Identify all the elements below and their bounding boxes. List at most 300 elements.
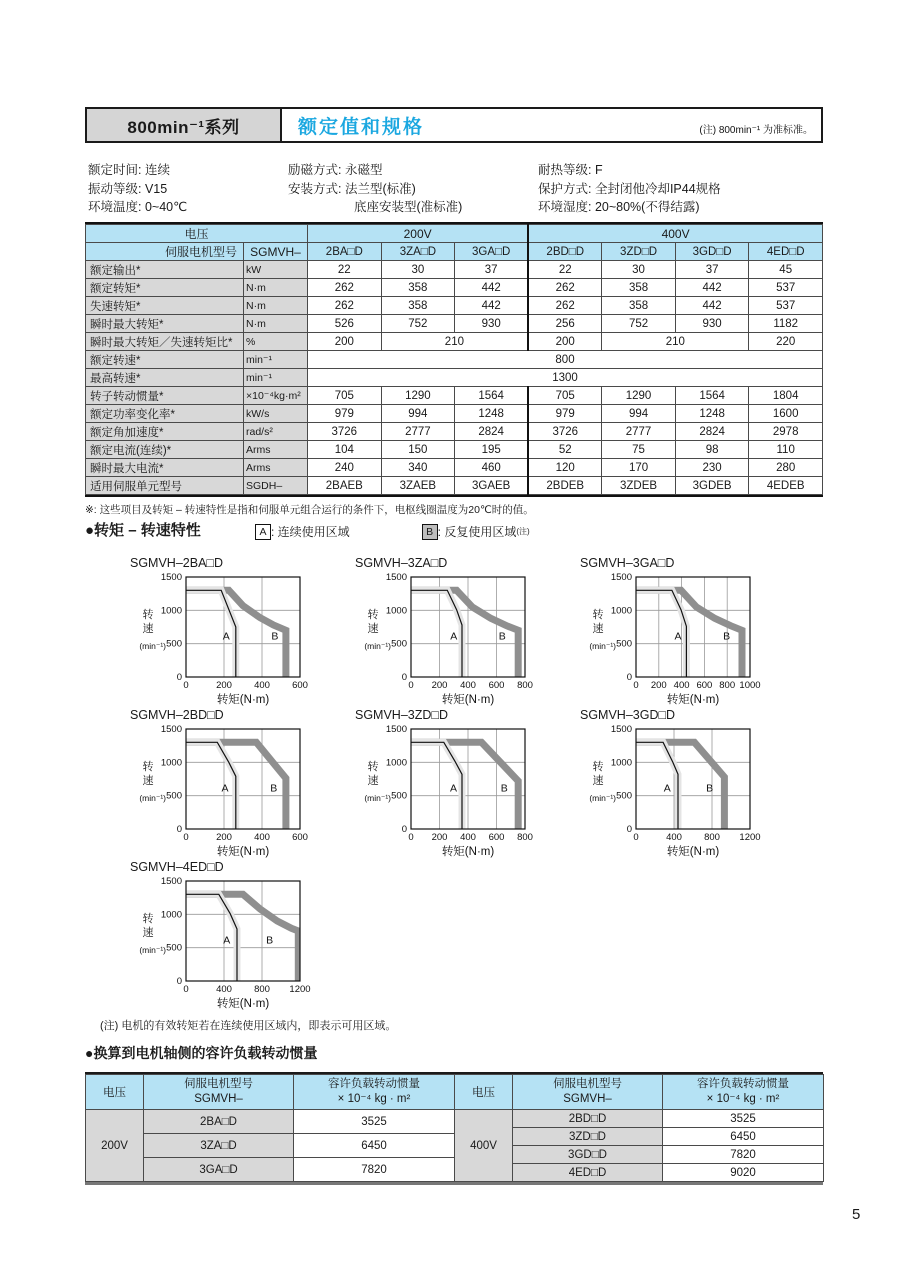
spec-row-label: 瞬时最大转矩* (86, 315, 244, 333)
torque-speed-chart (353, 708, 545, 859)
spec-value-cell: 120 (528, 459, 602, 477)
spec-table-row (86, 387, 823, 405)
spec-value-cell: 358 (381, 279, 455, 297)
spec-value-cell: 340 (381, 459, 455, 477)
svg-text:1500: 1500 (610, 572, 632, 583)
spec-value-cell: 358 (602, 297, 676, 315)
spec-value-cell: 240 (308, 459, 382, 477)
legend-a-label: : 连续使用区域 (271, 525, 350, 539)
svg-text:(min⁻¹): (min⁻¹) (139, 641, 166, 651)
svg-text:1000: 1000 (160, 909, 182, 921)
svg-text:200: 200 (431, 680, 448, 691)
svg-text:转矩(N·m): 转矩(N·m) (441, 694, 495, 706)
svg-text:A: A (222, 630, 230, 643)
voltage-header: 电压 (86, 1075, 144, 1110)
model-column-header: 3ZD□D (602, 243, 676, 261)
spec-value-cell: 1600 (749, 405, 823, 423)
svg-text:速: 速 (592, 623, 604, 635)
spec-value-cell: 442 (675, 297, 749, 315)
svg-text:速: 速 (142, 927, 154, 939)
spec-value-cell: 98 (675, 441, 749, 459)
chart-title: SGMVH–3GA□D (580, 556, 675, 570)
spec-value-cell: 262 (528, 297, 602, 315)
spec-value-cell: 2824 (675, 423, 749, 441)
model-cell: 3ZA□D (144, 1134, 294, 1158)
spec-value-cell: 256 (528, 315, 602, 333)
svg-text:400: 400 (460, 832, 476, 843)
torque-speed-chart (128, 708, 320, 859)
chart-title: SGMVH–4ED□D (130, 860, 224, 874)
spec-value-cell: 1564 (675, 387, 749, 405)
spec-row-unit: ×10⁻⁴kg·m² (244, 387, 308, 405)
info-line: 耐热等级: F (538, 163, 603, 177)
torque-speed-chart (578, 556, 770, 707)
svg-text:1200: 1200 (739, 832, 761, 843)
svg-text:600: 600 (488, 832, 505, 843)
spec-row-label: 瞬时最大电流* (86, 459, 244, 477)
spec-row-unit: kW/s (244, 405, 308, 423)
svg-text:转矩(N·m): 转矩(N·m) (666, 694, 720, 706)
spec-table-row (86, 279, 823, 297)
chart-title: SGMVH–2BD□D (130, 708, 224, 722)
spec-row-label: 适用伺服单元型号 (86, 477, 244, 495)
svg-text:B: B (266, 934, 274, 947)
info-column-protection (538, 161, 721, 217)
spec-value-cell: 1182 (749, 315, 823, 333)
svg-text:0: 0 (626, 672, 632, 683)
svg-text:0: 0 (408, 680, 414, 691)
chart-note: (注) 电机的有效转矩若在连续使用区域内，即表示可用区域。 (100, 1020, 397, 1032)
chart-title: SGMVH–2BA□D (130, 556, 223, 570)
spec-row-unit: Arms (244, 441, 308, 459)
torque-speed-chart (128, 860, 320, 1011)
svg-text:1000: 1000 (385, 605, 407, 617)
inertia-row (86, 1110, 455, 1134)
spec-value-cell: 1290 (602, 387, 676, 405)
svg-text:A: A (663, 782, 671, 795)
spec-value-cell: 930 (675, 315, 749, 333)
spec-row-unit: min⁻¹ (244, 351, 308, 369)
svg-text:200: 200 (216, 680, 232, 691)
spec-row-label: 最高转速* (86, 369, 244, 387)
voltage-cell: 400V (455, 1110, 513, 1182)
svg-text:1000: 1000 (610, 605, 632, 617)
chart-plot (128, 571, 320, 707)
svg-text:1500: 1500 (385, 572, 407, 583)
spec-value-cell: 1300 (308, 369, 823, 387)
svg-text:800: 800 (517, 680, 533, 691)
svg-text:1200: 1200 (289, 984, 311, 995)
svg-text:0: 0 (401, 672, 407, 683)
voltage-header-row (86, 225, 823, 243)
svg-text:(min⁻¹): (min⁻¹) (364, 641, 391, 651)
svg-text:转矩(N·m): 转矩(N·m) (216, 998, 270, 1010)
spec-table-row (86, 477, 823, 495)
spec-value-cell: 52 (528, 441, 602, 459)
spec-table-row (86, 297, 823, 315)
page-title: 额定值和规格 (298, 116, 425, 138)
spec-table (85, 224, 823, 495)
svg-text:500: 500 (166, 790, 182, 802)
model-column-header: 2BA□D (308, 243, 382, 261)
svg-text:0: 0 (633, 832, 639, 843)
region-a-marker: A (255, 524, 271, 540)
spec-value-cell: 442 (675, 279, 749, 297)
spec-value-cell: 358 (602, 279, 676, 297)
svg-text:B: B (723, 630, 731, 643)
svg-text:(min⁻¹): (min⁻¹) (589, 793, 616, 803)
spec-row-unit: N·m (244, 297, 308, 315)
svg-text:(min⁻¹): (min⁻¹) (139, 945, 166, 955)
model-cell: 2BA□D (144, 1110, 294, 1134)
voltage-cell: 200V (86, 1110, 144, 1182)
spec-table-row (86, 459, 823, 477)
svg-text:400: 400 (673, 680, 690, 691)
header-note: (注) 800min⁻¹ 为准标准。 (699, 125, 813, 136)
inertia-value-cell: 3525 (294, 1110, 455, 1134)
svg-text:速: 速 (367, 775, 379, 787)
svg-text:转矩(N·m): 转矩(N·m) (216, 694, 270, 706)
model-cell: 4ED□D (513, 1164, 663, 1182)
inertia-row (455, 1110, 824, 1128)
spec-table-row (86, 423, 823, 441)
svg-text:1000: 1000 (385, 757, 407, 769)
svg-text:0: 0 (183, 984, 189, 995)
spec-value-cell: 200 (528, 333, 602, 351)
legend-b-label: : 反复使用区域 (437, 525, 517, 539)
spec-table-row (86, 441, 823, 459)
spec-row-label: 额定电流(连续)* (86, 441, 244, 459)
spec-value-cell: 1804 (749, 387, 823, 405)
svg-text:400: 400 (666, 832, 682, 843)
svg-text:200: 200 (650, 680, 667, 691)
svg-text:400: 400 (254, 832, 270, 843)
model-prefix: SGMVH– (244, 243, 308, 261)
spec-value-cell: 3GAEB (455, 477, 529, 495)
spec-value-cell: 526 (308, 315, 382, 333)
spec-value-cell: 30 (602, 261, 676, 279)
svg-text:500: 500 (616, 790, 632, 802)
svg-text:0: 0 (176, 976, 182, 987)
chart-row-1 (128, 556, 770, 707)
spec-value-cell: 537 (749, 279, 823, 297)
svg-text:200: 200 (431, 832, 448, 843)
svg-text:1000: 1000 (160, 605, 182, 617)
svg-text:转: 转 (142, 609, 154, 621)
spec-value-cell: 3ZDEB (602, 477, 676, 495)
spec-row-label: 瞬时最大转矩／失速转矩比* (86, 333, 244, 351)
info-column-ratings (88, 161, 187, 217)
spec-row-label: 额定角加速度* (86, 423, 244, 441)
spec-row-label: 额定转速* (86, 351, 244, 369)
svg-text:0: 0 (401, 824, 407, 835)
svg-text:500: 500 (166, 638, 182, 650)
svg-text:800: 800 (517, 832, 533, 843)
spec-table-row (86, 333, 823, 351)
spec-value-cell: 200 (308, 333, 382, 351)
svg-text:A: A (450, 630, 458, 643)
chart-row-3 (128, 860, 320, 1011)
spec-row-unit: rad/s² (244, 423, 308, 441)
voltage-header: 电压 (455, 1075, 513, 1110)
page-header (85, 107, 823, 143)
model-cell: 3GD□D (513, 1146, 663, 1164)
torque-speed-chart (578, 708, 770, 859)
page-number: 5 (852, 1206, 861, 1223)
model-header: 伺服电机型号 SGMVH– (144, 1075, 294, 1110)
spec-value-cell: 45 (749, 261, 823, 279)
spec-value-cell: 752 (381, 315, 455, 333)
spec-value-cell: 262 (308, 297, 382, 315)
model-cell: 3ZD□D (513, 1128, 663, 1146)
spec-row-label: 额定功率变化率* (86, 405, 244, 423)
spec-value-cell: 979 (528, 405, 602, 423)
inertia-header: 容许负载转动惯量 × 10⁻⁴ kg · m² (663, 1075, 824, 1110)
svg-text:A: A (674, 630, 682, 643)
spec-value-cell: 37 (675, 261, 749, 279)
svg-text:B: B (706, 782, 714, 795)
model-label: 伺服电机型号 (86, 243, 244, 261)
spec-value-cell: 30 (381, 261, 455, 279)
spec-value-cell: 358 (381, 297, 455, 315)
svg-text:(min⁻¹): (min⁻¹) (589, 641, 616, 651)
chart-plot (128, 875, 320, 1011)
svg-text:0: 0 (633, 680, 639, 691)
info-line: 额定时间: 连续 (88, 163, 170, 177)
region-b-marker: B (422, 524, 438, 540)
svg-text:400: 400 (254, 680, 270, 691)
spec-value-cell: 994 (602, 405, 676, 423)
spec-row-unit: Arms (244, 459, 308, 477)
info-line: 环境温度: 0~40℃ (88, 200, 188, 214)
spec-value-cell: 537 (749, 297, 823, 315)
spec-footnote: ※: 这些项目及转矩 – 转速特性是指和伺服单元组合运行的条件下，电枢线圈温度为20℃时的值。 (85, 504, 534, 516)
spec-value-cell: 1290 (381, 387, 455, 405)
svg-text:速: 速 (367, 623, 379, 635)
spec-row-label: 额定输出* (86, 261, 244, 279)
info-line: 励磁方式: 永磁型 (288, 163, 383, 177)
voltage-200v: 200V (308, 225, 529, 243)
spec-value-cell: 2824 (455, 423, 529, 441)
spec-value-cell: 3ZAEB (381, 477, 455, 495)
spec-value-cell: 2978 (749, 423, 823, 441)
svg-text:转: 转 (592, 761, 604, 773)
spec-value-cell: 2BDEB (528, 477, 602, 495)
model-column-header: 3GD□D (675, 243, 749, 261)
spec-value-cell: 979 (308, 405, 382, 423)
spec-value-cell: 800 (308, 351, 823, 369)
spec-value-cell: 262 (528, 279, 602, 297)
svg-text:转矩(N·m): 转矩(N·m) (666, 846, 720, 858)
svg-text:0: 0 (183, 832, 189, 843)
spec-row-unit: SGDH– (244, 477, 308, 495)
svg-text:速: 速 (142, 623, 154, 635)
svg-text:0: 0 (176, 824, 182, 835)
svg-text:B: B (498, 630, 506, 643)
spec-value-cell: 110 (749, 441, 823, 459)
svg-text:400: 400 (460, 680, 476, 691)
svg-text:1500: 1500 (160, 876, 182, 887)
torque-section-heading: ●转矩 – 转速特性 (85, 522, 201, 539)
spec-table-row (86, 351, 823, 369)
spec-value-cell: 1564 (455, 387, 529, 405)
spec-value-cell: 22 (308, 261, 382, 279)
svg-text:0: 0 (408, 832, 414, 843)
chart-plot (353, 723, 545, 859)
svg-text:速: 速 (592, 775, 604, 787)
info-line: 底座安装型(准标准) (354, 200, 463, 214)
series-title: 800min⁻¹系列 (87, 109, 282, 141)
chart-plot (128, 723, 320, 859)
spec-table-row (86, 261, 823, 279)
svg-text:A: A (221, 782, 229, 795)
spec-value-cell: 4EDEB (749, 477, 823, 495)
spec-value-cell: 210 (602, 333, 749, 351)
spec-value-cell: 2BAEB (308, 477, 382, 495)
spec-value-cell: 170 (602, 459, 676, 477)
spec-value-cell: 3726 (308, 423, 382, 441)
chart-plot (578, 723, 770, 859)
info-column-mounting (288, 161, 462, 217)
inertia-table (85, 1072, 823, 1185)
chart-plot (353, 571, 545, 707)
svg-text:1000: 1000 (610, 757, 632, 769)
inertia-section-heading: ●换算到电机轴侧的容许负载转动惯量 (85, 1045, 318, 1061)
spec-table-row (86, 315, 823, 333)
chart-plot (578, 571, 770, 707)
svg-text:B: B (500, 782, 508, 795)
svg-text:0: 0 (183, 680, 189, 691)
svg-text:A: A (223, 934, 231, 947)
svg-text:B: B (271, 630, 279, 643)
spec-value-cell: 930 (455, 315, 529, 333)
spec-value-cell: 22 (528, 261, 602, 279)
spec-row-unit: kW (244, 261, 308, 279)
svg-text:速: 速 (142, 775, 154, 787)
info-line: 振动等级: V15 (88, 181, 168, 196)
svg-text:转: 转 (592, 609, 604, 621)
spec-value-cell: 150 (381, 441, 455, 459)
svg-text:600: 600 (696, 680, 713, 691)
chart-legend (255, 523, 530, 540)
model-header: 伺服电机型号 SGMVH– (513, 1075, 663, 1110)
info-line: 环境湿度: 20~80%(不得结露) (538, 200, 700, 214)
spec-value-cell: 230 (675, 459, 749, 477)
inertia-table-400v (454, 1074, 824, 1182)
model-cell: 3GA□D (144, 1158, 294, 1182)
chart-title: SGMVH–3ZD□D (355, 708, 448, 722)
chart-title: SGMVH–3ZA□D (355, 556, 448, 570)
spec-value-cell: 705 (308, 387, 382, 405)
svg-text:A: A (449, 782, 458, 795)
spec-row-label: 额定转矩* (86, 279, 244, 297)
svg-text:(min⁻¹): (min⁻¹) (139, 793, 166, 803)
svg-text:转: 转 (142, 913, 154, 925)
svg-text:1500: 1500 (160, 572, 182, 583)
spec-value-cell: 37 (455, 261, 529, 279)
spec-row-unit: N·m (244, 315, 308, 333)
svg-text:转矩(N·m): 转矩(N·m) (441, 846, 495, 858)
inertia-header: 容许负载转动惯量 × 10⁻⁴ kg · m² (294, 1075, 455, 1110)
spec-row-label: 失速转矩* (86, 297, 244, 315)
spec-row-unit: min⁻¹ (244, 369, 308, 387)
spec-value-cell: 210 (381, 333, 528, 351)
svg-text:500: 500 (391, 790, 407, 802)
svg-text:1000: 1000 (160, 757, 182, 769)
svg-text:0: 0 (626, 824, 632, 835)
spec-value-cell: 195 (455, 441, 529, 459)
spec-value-cell: 3726 (528, 423, 602, 441)
svg-text:0: 0 (176, 672, 182, 683)
spec-value-cell: 442 (455, 279, 529, 297)
svg-text:200: 200 (216, 832, 232, 843)
svg-text:转矩(N·m): 转矩(N·m) (216, 846, 270, 858)
spec-value-cell: 75 (602, 441, 676, 459)
spec-row-label: 转子转动惯量* (86, 387, 244, 405)
svg-text:B: B (270, 782, 278, 795)
spec-value-cell: 104 (308, 441, 382, 459)
spec-table-row (86, 405, 823, 423)
spec-value-cell: 220 (749, 333, 823, 351)
model-cell: 2BD□D (513, 1110, 663, 1128)
svg-text:转: 转 (367, 761, 379, 773)
spec-value-cell: 262 (308, 279, 382, 297)
inertia-value-cell: 9020 (663, 1164, 824, 1182)
spec-value-cell: 1248 (675, 405, 749, 423)
info-line: 保护方式: 全封闭他冷却IP44规格 (538, 181, 721, 196)
spec-value-cell: 442 (455, 297, 529, 315)
torque-speed-chart (128, 556, 320, 707)
inertia-value-cell: 6450 (663, 1128, 824, 1146)
model-column-header: 3ZA□D (381, 243, 455, 261)
svg-text:500: 500 (616, 638, 632, 650)
svg-text:800: 800 (704, 832, 720, 843)
inertia-value-cell: 6450 (294, 1134, 455, 1158)
model-column-header: 4ED□D (749, 243, 823, 261)
spec-row-unit: % (244, 333, 308, 351)
spec-value-cell: 2777 (602, 423, 676, 441)
spec-row-unit: N·m (244, 279, 308, 297)
svg-text:1500: 1500 (160, 724, 182, 735)
svg-text:500: 500 (166, 942, 182, 954)
svg-text:1500: 1500 (610, 724, 632, 735)
spec-table-wrap (85, 222, 823, 497)
svg-text:1000: 1000 (739, 680, 761, 691)
spec-table-row (86, 369, 823, 387)
model-column-header: 3GA□D (455, 243, 529, 261)
spec-value-cell: 2777 (381, 423, 455, 441)
svg-text:500: 500 (391, 638, 407, 650)
spec-value-cell: 3GDEB (675, 477, 749, 495)
voltage-label: 电压 (86, 225, 308, 243)
svg-text:转: 转 (142, 761, 154, 773)
spec-value-cell: 752 (602, 315, 676, 333)
svg-text:600: 600 (292, 680, 308, 691)
spec-value-cell: 460 (455, 459, 529, 477)
inertia-table-200v (85, 1074, 455, 1182)
chart-row-2 (128, 708, 770, 859)
voltage-400v: 400V (528, 225, 822, 243)
svg-text:(min⁻¹): (min⁻¹) (364, 793, 391, 803)
svg-text:1500: 1500 (385, 724, 407, 735)
svg-text:600: 600 (488, 680, 505, 691)
model-column-header: 2BD□D (528, 243, 602, 261)
inertia-value-cell: 3525 (663, 1110, 824, 1128)
svg-text:600: 600 (292, 832, 308, 843)
spec-value-cell: 705 (528, 387, 602, 405)
torque-speed-chart (353, 556, 545, 707)
model-header-row (86, 243, 823, 261)
